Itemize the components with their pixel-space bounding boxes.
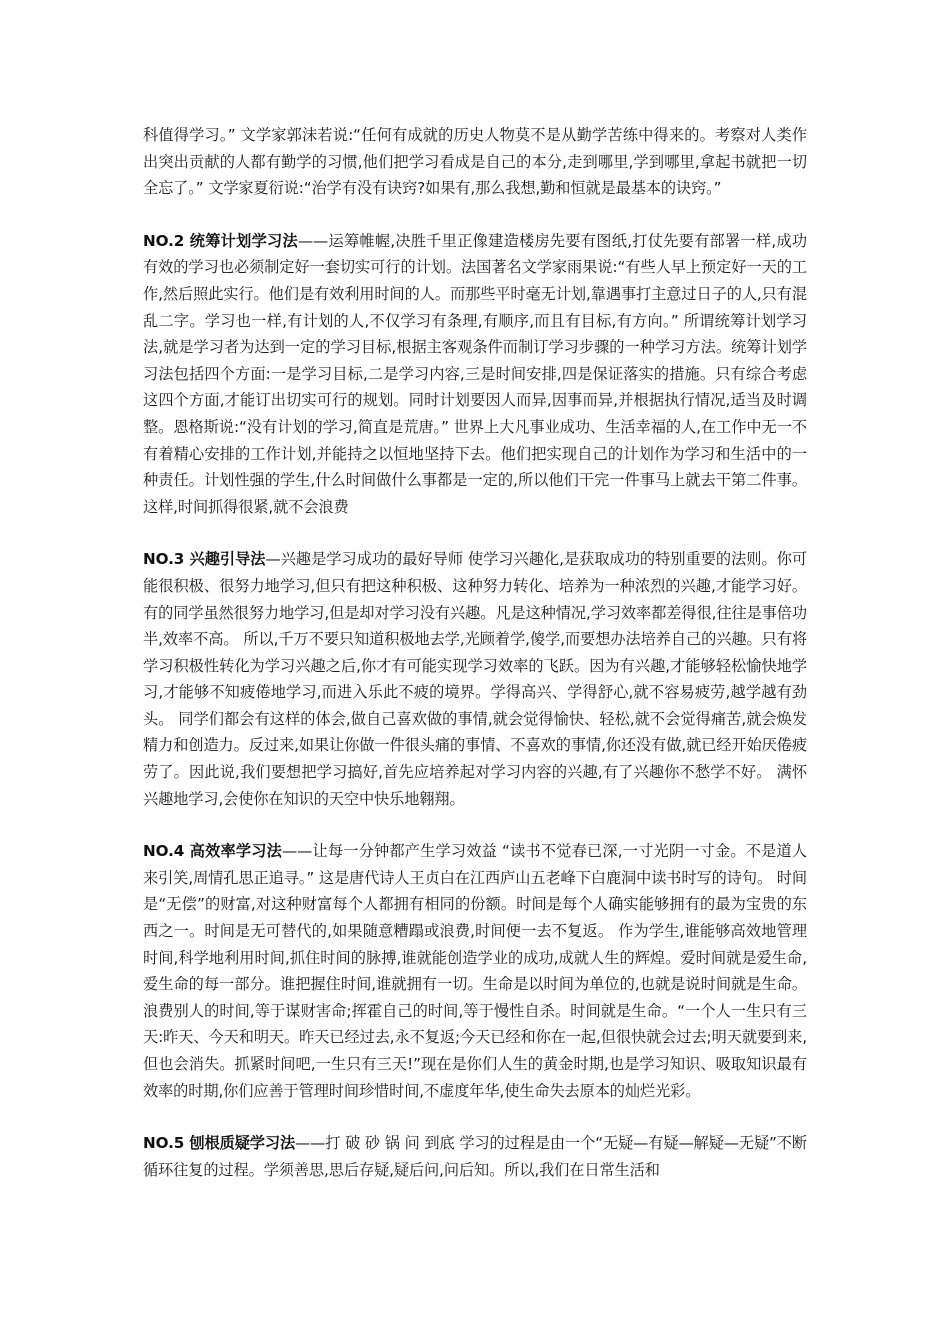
paragraph-text: ——打 破 砂 锅 问 到底 学习的过程是由一个“无疑—有疑—解疑—无疑”不断循环往复的过程。学须善思,思后存疑,疑后问,问后知。所以,我们在日常生活和 xyxy=(143,1134,807,1179)
section-heading-no4: NO.4 高效率学习法 xyxy=(143,842,282,861)
paragraph-no5 xyxy=(143,1130,807,1183)
section-heading-no5: NO.5 刨根质疑学习法 xyxy=(143,1134,296,1153)
paragraph-intro xyxy=(143,122,807,202)
paragraph-text: 科值得学习。” 文学家郭沫若说:“任何有成就的历史人物莫不是从勤学苦练中得来的。考察对人类作出突出贡献的人都有勤学的习惯,他们把学习看成是自己的本分,走到哪里,学到哪里,拿起书就把一切全忘了。” 文学家夏衍说:“治学有没有诀窍?如果有,那么我想,勤和恒就是最基本的诀窍。” xyxy=(143,126,807,198)
section-heading-no3: NO.3 兴趣引导法 xyxy=(143,550,266,569)
paragraph-no3 xyxy=(143,546,807,812)
paragraph-text: ——让每一分钟都产生学习效益 “读书不觉春已深,一寸光阴一寸金。不是道人来引笑,周情孔思正追寻。” 这是唐代诗人王贞白在江西庐山五老峰下白鹿洞中读书时写的诗句。 时间是“无偿”的财富,对这种财富每个人都拥有相同的份额。时间是每个人确实能够拥有的最为宝贵的东西之一。时间是无可替代的,如果随意糟蹋或浪费,时间便一去不复返。 作为学生,谁能够高效地管理时间,科学地利用时间,抓住时间的脉搏,谁就能创造学业的成功,成就人生的辉煌。爱时间就是爱生命,爱生命的每一部分。谁把握住时间,谁就拥有一切。生命是以时间为单位的,也就是说时间就是生命。浪费别人的时间,等于谋财害命;挥霍自己的时间,等于慢性自杀。时间就是生命。“一个人一生只有三天:昨天、今天和明天。昨天已经过去,永不复返;今天已经和你在一起,但很快就会过去;明天就要到来,但也会消失。抓紧时间吧,一生只有三天!”现在是你们人生的黄金时期,也是学习知识、吸取知识最有效率的时期,你们应善于管理时间珍惜时间,不虚度年华,使生命失去原本的灿烂光彩。 xyxy=(143,842,807,1100)
document-page xyxy=(143,122,807,1209)
paragraph-no2 xyxy=(143,228,807,521)
paragraph-no4 xyxy=(143,838,807,1104)
paragraph-text: —兴趣是学习成功的最好导师 使学习兴趣化,是获取成功的特别重要的法则。你可能很积极、很努力地学习,但只有把这种积极、这种努力转化、培养为一种浓烈的兴趣,才能学习好。有的同学虽然很努力地学习,但是却对学习没有兴趣。凡是这种情况,学习效率都差得很,往往是事倍功半,效率不高。 所以,千万不要只知道积极地去学,光顾着学,傻学,而要想办法培养自己的兴趣。只有将学习积极性转化为学习兴趣之后,你才有可能实现学习效率的飞跃。因为有兴趣,才能够轻松愉快地学习,才能够不知疲倦地学习,而进入乐此不疲的境界。学得高兴、学得舒心,就不容易疲劳,越学越有劲头。 同学们都会有这样的体会,做自己喜欢做的事情,就会觉得愉快、轻松,就不会觉得痛苦,就会焕发精力和创造力。反过来,如果让你做一件很头痛的事情、不喜欢的事情,你还没有做,就已经开始厌倦疲劳了。因此说,我们要想把学习搞好,首先应培养起对学习内容的兴趣,有了兴趣你不愁学不好。 满怀兴趣地学习,会使你在知识的天空中快乐地翱翔。 xyxy=(143,550,807,808)
section-heading-no2: NO.2 统筹计划学习法 xyxy=(143,231,298,250)
paragraph-text: ——运筹帷幄,决胜千里正像建造楼房先要有图纸,打仗先要有部署一样,成功有效的学习也必须制定好一套切实可行的计划。法国著名文学家雨果说:“有些人早上预定好一天的工作,然后照此实行。他们是有效利用时间的人。而那些平时毫无计划,靠遇事打主意过日子的人,只有混乱二字。学习也一样,有计划的人,不仅学习有条理,有顺序,而且有目标,有方向。” 所谓统筹计划学习法,就是学习者为达到一定的学习目标,根据主客观条件而制订学习步骤的一种学习方法。统筹计划学习法包括四个方面:一是学习目标,二是学习内容,三是时间安排,四是保证落实的措施。只有综合考虑这四个方面,才能订出切实可行的规划。同时计划要因人而异,因事而异,并根据执行情况,适当及时调整。恩格斯说:“没有计划的学习,简直是荒唐。” 世界上大凡事业成功、生活幸福的人,在工作中无一不有着精心安排的工作计划,并能持之以恒地坚持下去。他们把实现自己的计划作为学习和生活中的一种责任。计划性强的学生,什么时间做什么事都是一定的,所以他们干完一件事马上就去干第二件事。这样,时间抓得很紧,就不会浪费 xyxy=(143,231,807,516)
